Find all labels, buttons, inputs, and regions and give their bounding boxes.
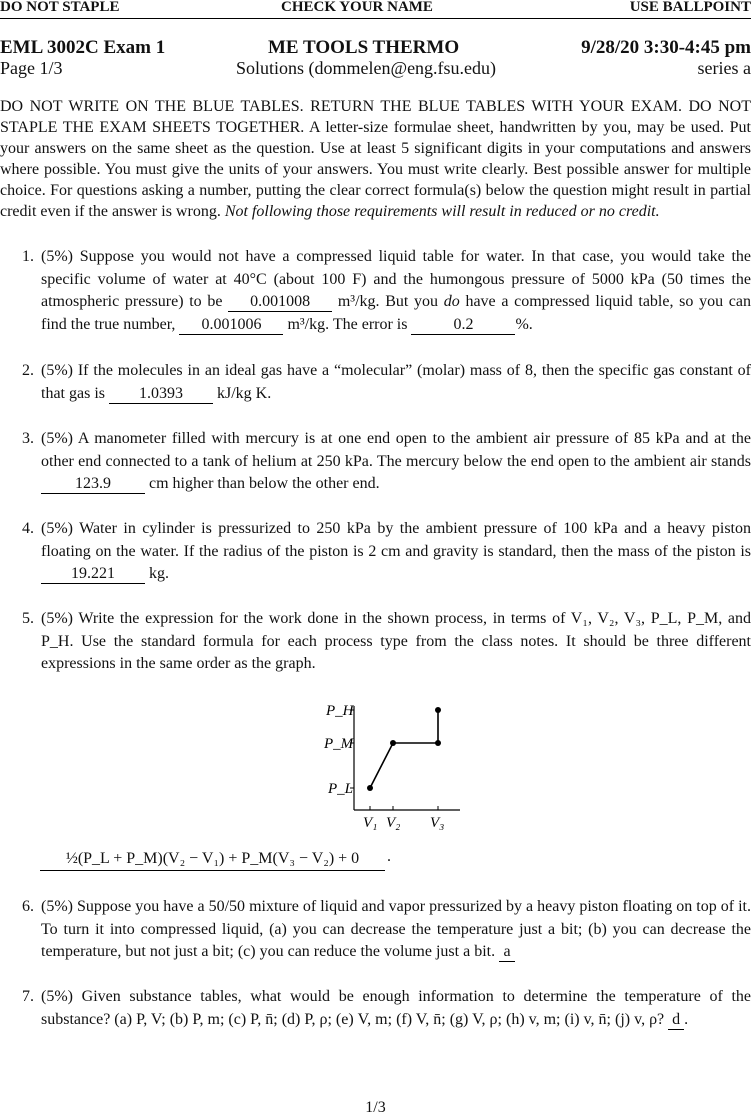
question-number: 2. (22, 362, 34, 379)
state-point-1 (367, 785, 373, 791)
exam-datetime: 9/28/20 3:30-4:45 pm (581, 37, 751, 58)
work-expression-answer[interactable]: ½(P_L + P_M)(V₂ − V₁) + P_M(V₃ − V₂) + 0 (40, 848, 385, 871)
question-number: 3. (22, 430, 34, 447)
course-code: EML 3002C Exam 1 (0, 37, 166, 58)
question-2 (22, 360, 751, 405)
question-number: 4. (22, 520, 34, 537)
answer-blank[interactable]: 0.2 (411, 316, 515, 335)
banner-center: CHECK YOUR NAME (281, 0, 433, 15)
instructions-italic: Not following those requirements will result in reduced or no credit. (224, 203, 660, 220)
question-4 (22, 518, 751, 586)
question-text: (5%) Suppose you have a 50/50 mixture of liquid and vapor pressurized by a heavy piston floating on top of it. To turn it into compressed liquid, (a) you can decrease the temperature just a bit; (b) you can decrease the temperature, but not just a bit; (c) you can reduce the volume just a bit. (41, 898, 751, 960)
question-number: 6. (22, 898, 34, 915)
page-footer: 1/3 (365, 1099, 386, 1116)
label-v1: V₁ (363, 815, 378, 831)
label-pl: P_L (328, 781, 354, 797)
question-5 (22, 608, 751, 676)
question-text: have a compressed liquid table, so you can find the true number, (41, 293, 751, 333)
answer-blank[interactable]: 123.9 (41, 475, 145, 494)
label-pm: P_M (324, 736, 354, 752)
unit-text: m³/kg. The error is (283, 315, 412, 333)
label-ph: P_H (326, 703, 354, 719)
banner-left: DO NOT STAPLE (0, 0, 120, 15)
instructions-main: DO NOT WRITE ON THE BLUE TABLES. RETURN THE BLUE TABLES WITH YOUR EXAM. DO NOT STAPLE THE EXAM SHEETS TOGETHER. A letter-size formulae sheet, handwritten by you, may be used. Put your answers on the same sheet as the question. Use at least 5 significant digits in your computations and answers where possible. You must give the units of your answers. You must write clearly. Best possible answer for multiple choice. For questions asking a number, putting the clear correct formula(s) below the question might result in partial credit even if the answer is wrong. (0, 98, 751, 220)
pv-diagram (320, 696, 470, 831)
page-label: Page 1/3 (0, 58, 63, 78)
label-v3: V₃ (430, 815, 445, 831)
question-1 (22, 246, 751, 336)
state-point-3 (435, 740, 441, 746)
question-6 (22, 896, 751, 964)
answer-blank[interactable]: 0.001008 (228, 293, 332, 312)
question-text: (5%) A manometer filled with mercury is at one end open to the ambient air pressure of 85 kPa and at the other end connected to a tank of helium at 250 kPa. The mercury below the end open to the ambient air stands (41, 430, 751, 470)
question-number: 7. (22, 988, 34, 1005)
series-label: series a (697, 58, 751, 78)
solutions-label: Solutions (dommelen@eng.fsu.edu) (236, 58, 497, 78)
unit-text: %. (515, 315, 533, 333)
answer-blank[interactable]: 0.001006 (179, 316, 283, 335)
instructions (0, 96, 751, 222)
unit-text: . (684, 1010, 689, 1028)
unit-text: m³/kg. But you (332, 293, 444, 310)
question-text: (5%) Write the expression for the work done in the shown process, in terms of V₁, V₂, V₃, P_L, P_M, and P_H. Use the standard formula for each process type from the class notes. It should be three different expressions in the same order as the graph. (41, 610, 751, 672)
question-text: (5%) Suppose you would not have a compressed liquid table for water. In that case, you would take the specific volume of water at 40°C (about 100 F) and the humongous pressure of 5000 kPa (50 times the atmospheric pressure) to be (41, 248, 751, 310)
question-number: 1. (22, 248, 34, 265)
process-path (370, 710, 438, 788)
emphasis-text: do (443, 293, 460, 310)
state-point-4 (435, 707, 441, 713)
top-banner (0, 0, 751, 19)
answer-blank[interactable]: a (499, 943, 515, 962)
answer-blank[interactable]: 19.221 (41, 565, 145, 584)
question-3 (22, 428, 751, 496)
unit-text: cm higher than below the other end. (145, 475, 380, 492)
answer-blank[interactable]: 1.0393 (109, 385, 213, 404)
banner-right: USE BALLPOINT (629, 0, 751, 15)
question-7 (22, 986, 751, 1031)
answer-period: . (387, 848, 391, 865)
question-text: (5%) Given substance tables, what would be enough information to determine the temperature of the substance? (a) P, V; (b) P, m; (c) P, n̄; (d) P, ρ; (e) V, m; (f) V, n̄; (g) V, ρ; (h) v, m; (i) v, n̄; (j) v, ρ? (41, 988, 751, 1028)
exam-title: ME TOOLS THERMO (268, 37, 460, 58)
question-text: (5%) Water in cylinder is pressurized to 250 kPa by the ambient pressure of 100 kPa and a heavy piston floating on the water. If the radius of the piston is 2 cm and gravity is standard, then the mass of the piston is (41, 520, 751, 560)
answer-blank[interactable]: d (668, 1011, 684, 1030)
state-point-2 (390, 740, 396, 746)
label-v2: V₂ (386, 815, 401, 831)
unit-text: kJ/kg K. (213, 384, 272, 402)
question-text: (5%) If the molecules in an ideal gas have a “molecular” (molar) mass of 8, then the specific gas constant of that gas is (41, 362, 751, 402)
unit-text: kg. (145, 565, 169, 582)
question-number: 5. (22, 610, 34, 627)
